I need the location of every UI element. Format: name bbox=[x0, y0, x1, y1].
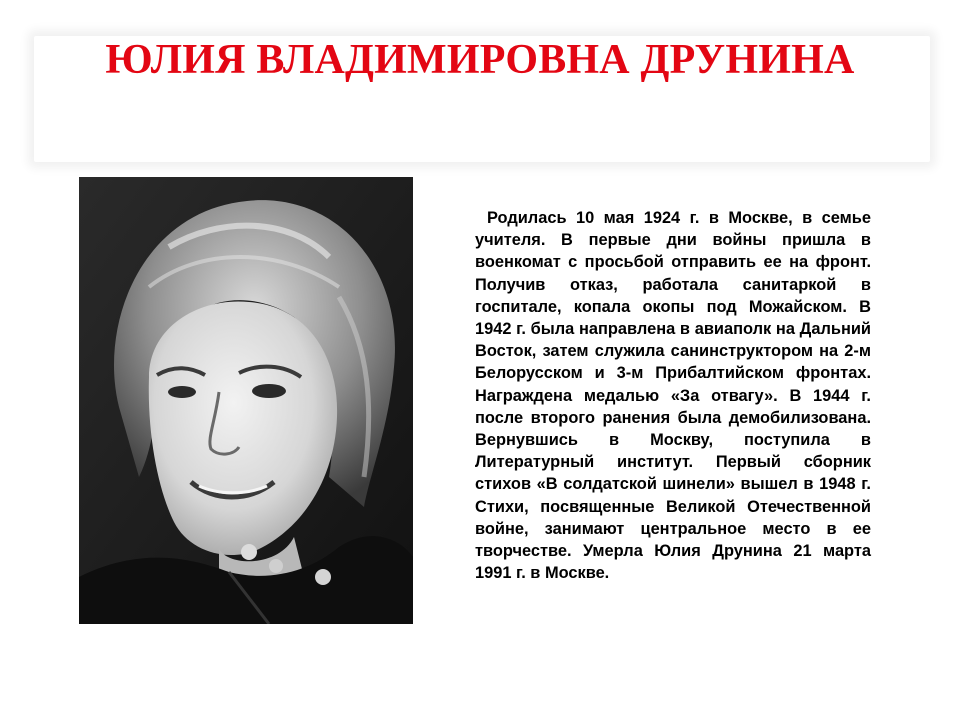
portrait-photo bbox=[79, 177, 413, 624]
biography-text: Родилась 10 мая 1924 г. в Москве, в семье учителя. В первые дни войны пришла в военкомат с просьбой отправить ее на фронт. Получив отказ, работала санитаркой в госпитале, копала окопы под Можайском. В 1942 г. была направлена в авиаполк на Дальний Восток, затем служила санинструктором на 2-м Белорусском и 3-м Прибалтийском фронтах. Награждена медалью «За отвагу». В 1944 г. после второго ранения была демобилизована. Вернувшись в Москву, поступила в Литературный институт. Первый сборник стихов «В солдатской шинели» вышел в 1948 г. Стихи, посвященные Великой Отечественной войне, занимают центральное место в ее творчестве. Умерла Юлия Друнина 21 марта 1991 г. в Москве. bbox=[475, 209, 871, 583]
portrait-illustration bbox=[79, 177, 413, 624]
page-title: ЮЛИЯ ВЛАДИМИРОВНА ДРУНИНА bbox=[105, 37, 855, 83]
